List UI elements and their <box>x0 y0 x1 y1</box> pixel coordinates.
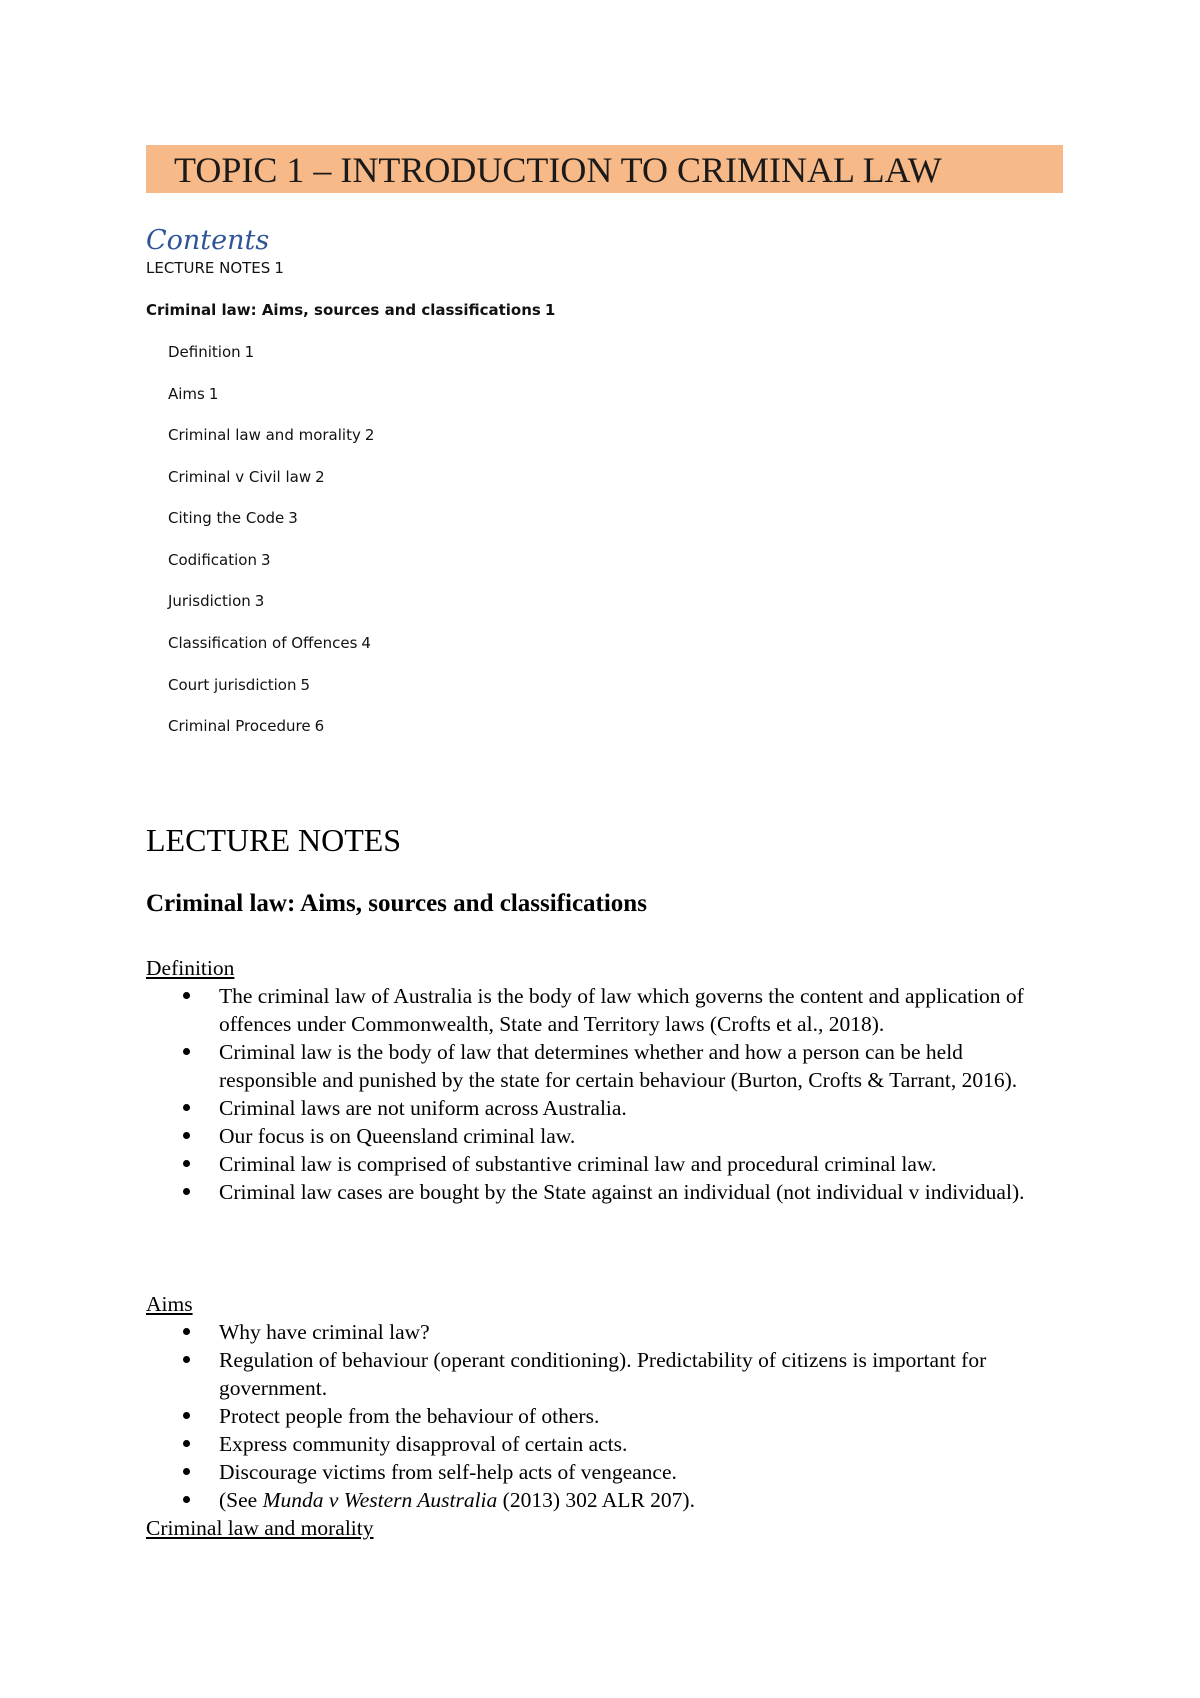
list-item: Why have criminal law? <box>146 1318 1063 1346</box>
section-heading: LECTURE NOTES <box>146 822 402 858</box>
list-item: Regulation of behaviour (operant conditioning). Predictability of citizens is important for government. <box>146 1346 1063 1402</box>
case-name: Munda v Western Australia <box>262 1488 498 1512</box>
page-title: TOPIC 1 – INTRODUCTION TO CRIMINAL LAW <box>174 150 942 190</box>
bullet-icon <box>183 1468 190 1475</box>
toc-entry-label: Citing the Code <box>168 509 285 527</box>
list-item: Discourage victims from self-help acts of vengeance. <box>146 1458 1063 1486</box>
definition-heading: Definition <box>146 956 235 980</box>
toc-entry-page: 5 <box>300 676 311 694</box>
toc-entry-label: Criminal v Civil law <box>168 468 312 486</box>
bullet-icon <box>183 1328 190 1335</box>
toc-entry-label: Codification <box>168 551 257 569</box>
toc-entry-page: 1 <box>274 259 284 277</box>
toc-entry-label: Classification of Offences <box>168 634 358 652</box>
toc-entry-label: Criminal Procedure <box>168 717 311 735</box>
bullet-icon <box>183 1412 190 1419</box>
list-item <box>146 1486 1063 1514</box>
toc-entry-label: Jurisdiction <box>168 592 251 610</box>
list-item: Our focus is on Queensland criminal law. <box>146 1122 1063 1150</box>
toc-entry-page: 3 <box>288 509 298 527</box>
case-prefix: (See <box>219 1488 263 1512</box>
bullet-icon <box>183 1160 190 1167</box>
toc-entry-page: 4 <box>361 634 371 652</box>
list-item: Criminal law cases are bought by the State against an individual (not individual v individual). <box>146 1178 1063 1206</box>
bullet-icon <box>183 1440 190 1447</box>
bullet-icon <box>183 1496 190 1503</box>
toc-entry-label: LECTURE NOTES <box>146 259 271 277</box>
toc-entry-page: 1 <box>544 301 556 319</box>
toc-entry-label: Criminal law: Aims, sources and classifications <box>146 301 541 319</box>
morality-heading: Criminal law and morality <box>146 1516 374 1540</box>
contents-heading: Contents <box>146 225 270 256</box>
bullet-icon <box>183 1104 190 1111</box>
case-suffix: (2013) 302 ALR 207). <box>497 1488 695 1512</box>
toc-entry-label: Court jurisdiction <box>168 676 297 694</box>
toc-entry-page: 2 <box>315 468 325 486</box>
bullet-icon <box>183 1188 190 1195</box>
toc-entry-label: Aims <box>168 385 205 403</box>
toc-entry-page: 1 <box>244 343 255 361</box>
list-item: Protect people from the behaviour of others. <box>146 1402 1063 1430</box>
subsection-heading: Criminal law: Aims, sources and classifications <box>146 890 647 917</box>
list-item: The criminal law of Australia is the body of law which governs the content and application of offences under Commonwealth, State and Territory laws (Crofts et al., 2018). <box>146 982 1063 1038</box>
list-item: Criminal laws are not uniform across Australia. <box>146 1094 1063 1122</box>
list-item: Criminal law is comprised of substantive criminal law and procedural criminal law. <box>146 1150 1063 1178</box>
bullet-icon <box>183 1132 190 1139</box>
toc-entry-page: 3 <box>254 592 265 610</box>
definition-list <box>146 982 1063 1206</box>
aims-list <box>146 1318 1063 1514</box>
bullet-icon <box>183 1356 190 1363</box>
bullet-icon <box>183 1048 190 1055</box>
toc-entry-page: 6 <box>314 717 325 735</box>
toc-entry-page: 2 <box>364 426 375 444</box>
toc-entry-page: 1 <box>208 385 219 403</box>
toc-entry-label: Criminal law and morality <box>168 426 361 444</box>
list-item: Express community disapproval of certain acts. <box>146 1430 1063 1458</box>
bullet-icon <box>183 992 190 999</box>
toc-entry-page: 3 <box>260 551 271 569</box>
list-item: Criminal law is the body of law that determines whether and how a person can be held responsible and punished by the state for certain behaviour (Burton, Crofts & Tarrant, 2016). <box>146 1038 1063 1094</box>
aims-heading: Aims <box>146 1292 193 1316</box>
toc-entry-label: Definition <box>168 343 241 361</box>
